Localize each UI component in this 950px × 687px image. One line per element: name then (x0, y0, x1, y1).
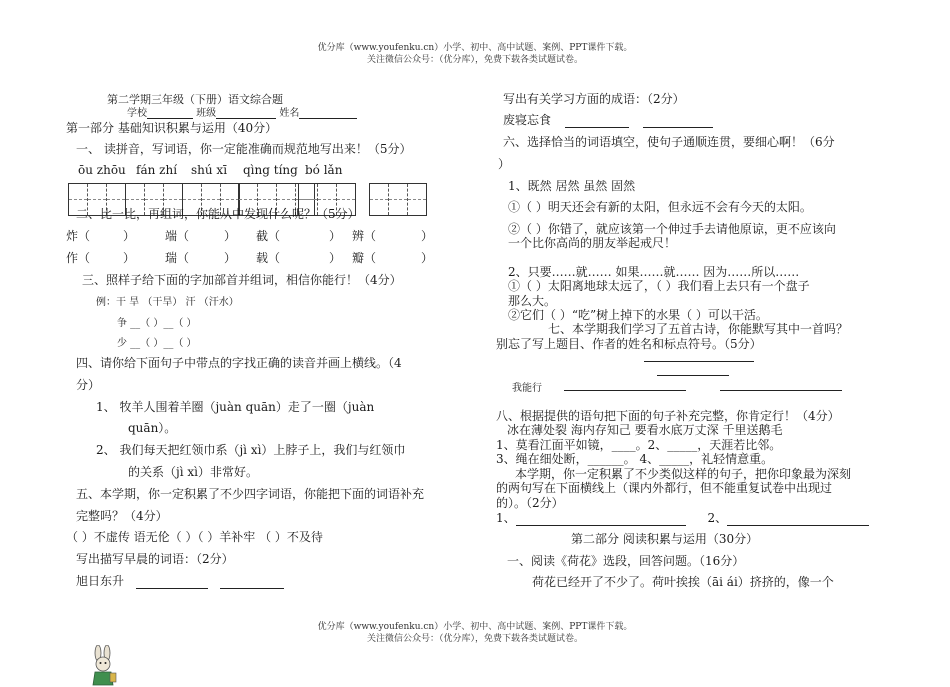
q8-answer-1-label: 1、 (496, 511, 516, 525)
q3-prompt: 三、照样子给下面的字加部首并组词，相信你能行！（4分） (82, 273, 402, 287)
q3-item-b[interactable]: 少 __（ ）__（ ） (117, 338, 197, 349)
poem-title-line[interactable] (644, 361, 754, 362)
q6-prompt-2: ） (498, 157, 511, 171)
study-idioms-prompt: 写出有关学习方面的成语：（2分） (503, 92, 685, 106)
q8-para-3: 的）。（2分） (496, 496, 564, 510)
reading-q1: 一、阅读《荷花》选段，回答问题。（16分） (507, 554, 745, 568)
q7-prompt-1: 七、本学期我们学习了五首古诗，你能默写其中一首吗？ (548, 322, 849, 336)
q6-group2-a2: 那么大。 (508, 294, 557, 308)
q4-item-1b[interactable]: quān）。 (128, 421, 177, 435)
q6-group2-words: 2、只要……就…… 如果……就…… 因为……所以…… (508, 265, 800, 279)
study-blank-2[interactable] (643, 115, 713, 128)
pinyin-3: shú xī (191, 163, 228, 177)
q6-group1-b2: 一个比你高尚的朋友举起戒尺！ (508, 236, 677, 250)
morning-blank-1[interactable] (136, 576, 208, 589)
part1-heading: 第一部分 基础知识积累与运用（40分） (66, 121, 278, 135)
header-line-2: 关注微信公众号：（优分库），免费下载各类试题试卷。 (366, 55, 583, 65)
poem-line-2[interactable] (720, 390, 842, 391)
q4-prompt-2: 分） (76, 378, 101, 392)
info-line (127, 104, 357, 119)
footer-line-2: 关注微信公众号：（优分库），免费下载各类试题试卷。 (366, 634, 583, 644)
q3-example: 例：干 旱 （干旱） 汗 （汗水） (96, 297, 239, 308)
i-can-label: 我能行 (512, 383, 542, 394)
q4-prompt-1: 四、请你给下面句子中带点的字找正确的读音并画上横线。（4 (76, 356, 402, 370)
class-label: 班级 (196, 108, 217, 119)
q8-item-1-2[interactable]: 1、莫看江面平如镜，____。2、_____，天涯若比邻。 (496, 438, 782, 452)
study-blank-1[interactable] (565, 115, 629, 128)
morning-blank-2[interactable] (220, 576, 284, 589)
writing-grid-6[interactable] (369, 183, 427, 216)
q8-answer-2-label: 2、 (707, 511, 728, 525)
q8-para-2: 的两句写在下面横线上（课内外都行，但不能重复试卷中出现过 (496, 481, 833, 495)
q7-prompt-2: 别忘了写上题目、作者的姓名和标点符号。（5分） (496, 337, 762, 351)
q6-group1-b[interactable]: ②（ ）你错了，就应该第一个伸过手去请他原谅，更不应该向 (508, 222, 836, 236)
header-line-1: 优分库（www.youfenku.cn）小学、初中、高中试题、案例、PPT课件下载。 (317, 43, 633, 53)
q4-item-2a[interactable]: 2、 我们每天把红领巾系（jì xì）上脖子上，我们与红领巾 (96, 443, 406, 457)
q5-idioms[interactable]: （ ）不虚传 语无伦（ ）（ ）羊补牢 （ ）不及待 (66, 530, 323, 544)
school-blank[interactable] (147, 106, 193, 119)
study-idiom: 废寝忘食 (503, 113, 552, 127)
q5-morning-answer (76, 572, 284, 589)
reading-passage: 荷花已经开了不少了。荷叶挨挨（āi ái）挤挤的，像一个 (532, 575, 834, 589)
q6-group2-b[interactable]: ②它们（ ）“吃”树上掉下的水果（ ）可以干活。 (508, 308, 768, 322)
name-blank[interactable] (299, 106, 357, 119)
school-label: 学校 (127, 108, 147, 119)
q6-group1-a[interactable]: ①（ ）明天还会有新的太阳，但永远不会有今天的太阳。 (508, 200, 812, 214)
q6-group2-a[interactable]: ①（ ）太阳离地球太远了，（ ）我们看上去只有一个盘子 (508, 279, 810, 293)
class-blank[interactable] (216, 106, 276, 119)
q8-para-1: 本学期，你一定积累了不少类似这样的句子，把你印象最为深刻 (515, 467, 852, 481)
poem-line-1[interactable] (564, 390, 686, 391)
q2-prompt: 二、比一比，再组词，你能从中发现什么呢？（5分） (76, 207, 360, 221)
q8-answer-row (496, 509, 869, 526)
q8-prompt: 八、根据提供的语句把下面的句子补充完整，你肯定行！（4分） (496, 409, 840, 423)
q8-answer-1-blank[interactable] (516, 513, 686, 526)
pinyin-5: bó lǎn (305, 163, 343, 177)
footer-line-1: 优分库（www.youfenku.cn）小学、初中、高中试题、案例、PPT课件下载。 (317, 622, 633, 632)
study-idioms-answer (503, 111, 713, 128)
q1-prompt: 一、 读拼音，写词语，你一定能准确而规范地写出来！（5分） (76, 142, 412, 156)
exam-title: 第二学期三年级（下册）语文综合题 (107, 93, 283, 106)
morning-idiom: 旭日东升 (76, 574, 125, 588)
poem-author-line[interactable] (657, 375, 729, 376)
q4-item-2b[interactable]: 的关系（jì xì）非常好。 (128, 465, 258, 479)
q8-phrases: 冰在薄处裂 海内存知己 要看水底万丈深 千里送鹅毛 (507, 423, 783, 437)
q3-item-a[interactable]: 争 __（ ）__（ ） (117, 318, 197, 329)
pinyin-4: qìng tíng (243, 163, 298, 177)
pinyin-1: ōu zhōu (78, 163, 126, 177)
q6-group1-words: 1、既然 居然 虽然 固然 (508, 179, 636, 193)
part2-heading: 第二部分 阅读积累与运用（30分） (571, 532, 759, 546)
q4-item-1a[interactable]: 1、 牧羊人围着羊圈（juàn quān）走了一圈（juàn (96, 400, 375, 414)
q6-prompt-1: 六、选择恰当的词语填空，使句子通顺连贯，要细心啊！（6分 (503, 135, 835, 149)
rabbit-mascot-icon (86, 645, 120, 687)
q5-morning-prompt: 写出描写早晨的词语：（2分） (76, 552, 234, 566)
pinyin-2: fán zhí (136, 163, 178, 177)
q5-prompt-1: 五、本学期，你一定积累了不少四字词语，你能把下面的词语补充 (76, 487, 425, 501)
q8-answer-2-blank[interactable] (727, 513, 869, 526)
q5-prompt-2: 完整吗？（4分） (76, 509, 168, 523)
name-label: 姓名 (279, 108, 300, 119)
q8-item-3-4[interactable]: 3、绳在细处断，______。 4、_____，礼轻情意重。 (496, 452, 774, 466)
